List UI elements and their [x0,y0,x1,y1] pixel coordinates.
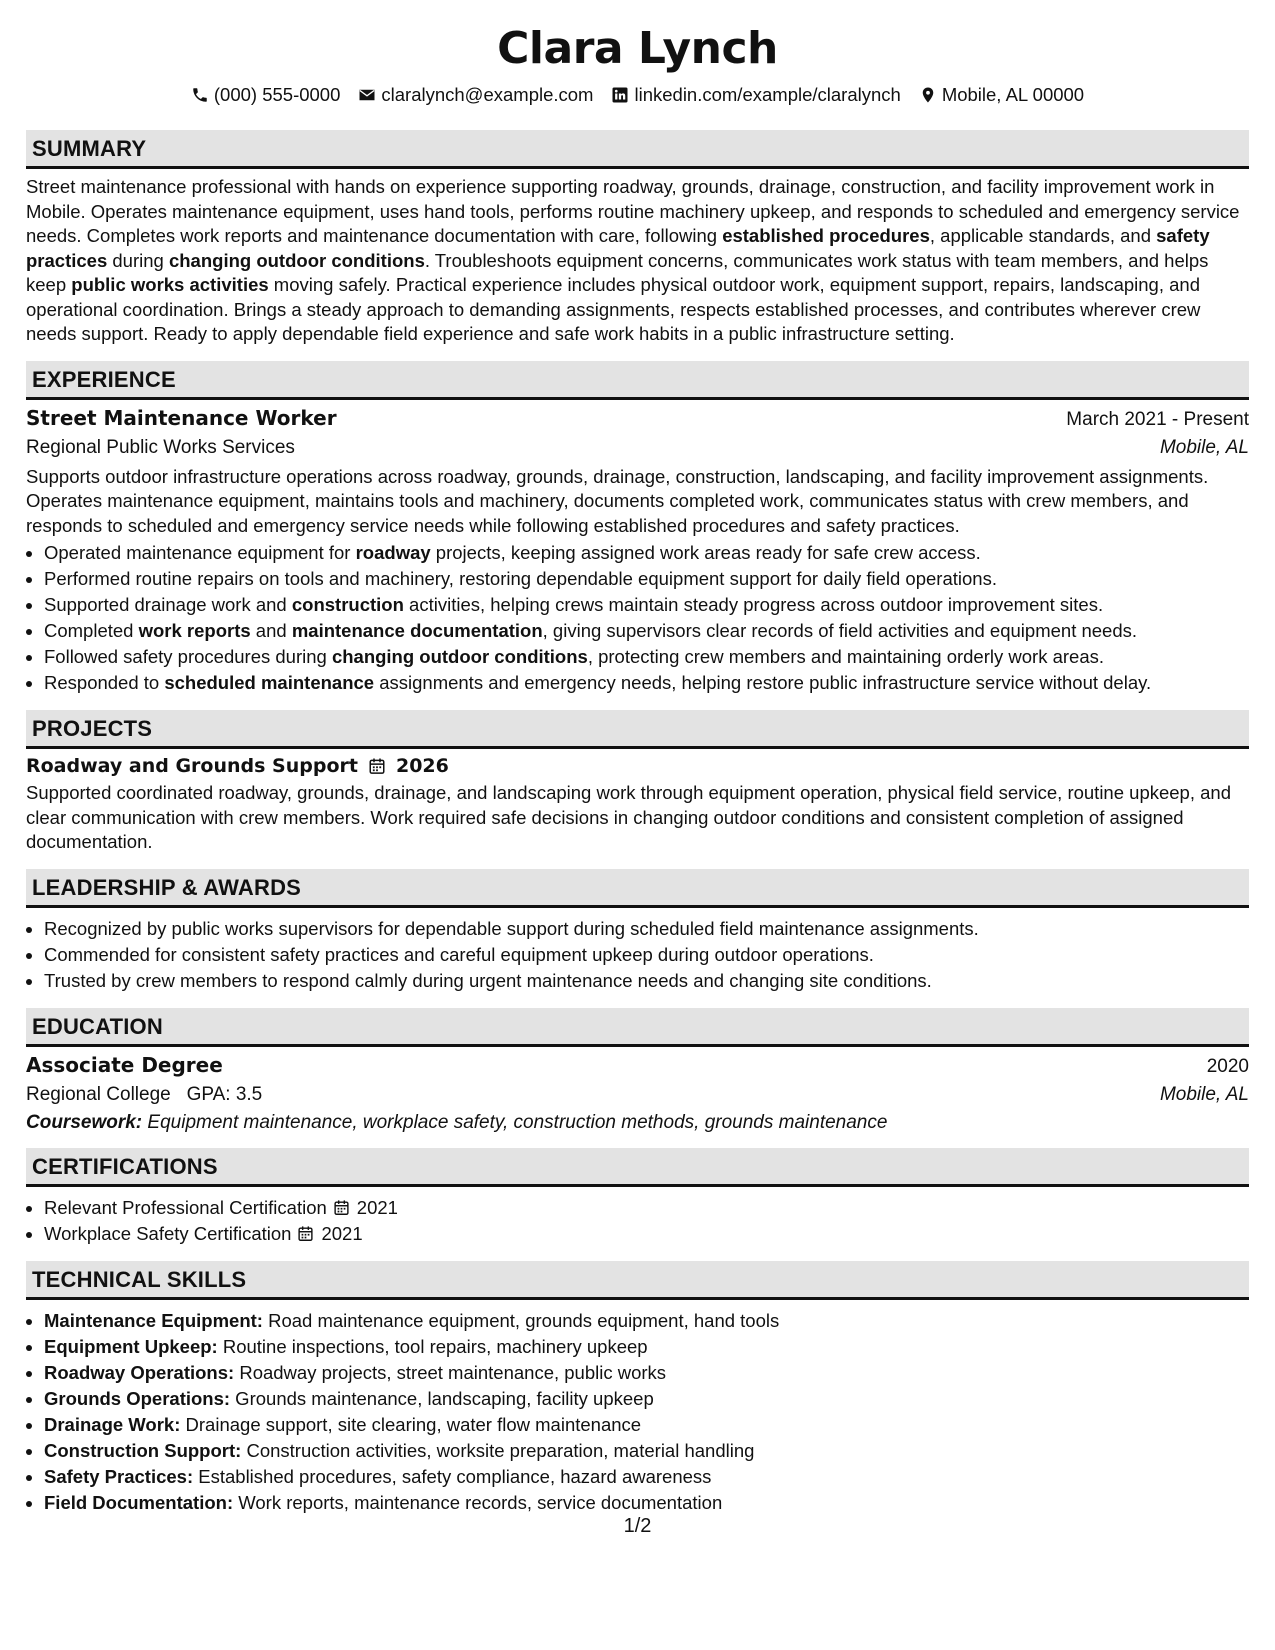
skill-label: Drainage Work: [44,1413,181,1435]
skill-value: Work reports, maintenance records, service documentation [233,1491,723,1513]
contact-bar [26,84,1249,106]
education-header [26,1053,1249,1078]
contact-phone [191,84,341,106]
list-item [44,670,1249,696]
coursework [26,1112,1249,1134]
resume-page [26,20,1249,1516]
contact-location [919,84,1084,106]
school-location: Mobile, AL [1159,1083,1249,1105]
envelope-icon [358,86,376,104]
linkedin-text[interactable]: linkedin.com/example/claralynch [634,84,901,105]
certifications-list [26,1195,1249,1247]
candidate-name: Clara Lynch [497,23,778,74]
summary-emphasis: safety practices [26,225,1210,271]
section-heading-skills: TECHNICAL SKILLS [26,1261,1249,1300]
section-heading-certifications: CERTIFICATIONS [26,1148,1249,1187]
bullet-text: activities, helping crews maintain steady progress across outdoor improvement sites. [403,594,1104,615]
project-header [26,755,1249,777]
section-heading-leadership: LEADERSHIP & AWARDS [26,869,1249,908]
job-header [26,406,1249,431]
certifications-section [26,1148,1249,1247]
job-subheader [26,437,1249,459]
school-info [26,1084,262,1106]
calendar-icon [297,1225,315,1243]
company-name: Regional Public Works Services [26,436,295,458]
calendar-icon [368,757,386,775]
bullet-text: Followed safety procedures during [44,646,332,667]
location-text: Mobile, AL 00000 [941,84,1085,105]
skill-label: Construction Support: [44,1439,242,1461]
list-item: • Commended for consistent safety practices and careful equipment upkeep during outdoor operations. [44,942,1249,968]
summary-section [26,130,1249,347]
bullet-text: Completed [44,620,139,641]
list-item [44,1334,1249,1360]
bullet-emphasis: maintenance documentation [291,620,543,641]
cert-name: • Workplace Safety Certification [44,1222,292,1244]
graduation-year: 2020 [1206,1055,1249,1077]
skills-section [26,1261,1249,1516]
skill-value: Construction activities, worksite preparation, material handling [241,1439,755,1461]
school-name: Regional College [26,1083,171,1105]
skill-label: Grounds Operations: [44,1387,231,1409]
skill-label: Equipment Upkeep: [44,1335,218,1357]
bullet-text: Operated maintenance equipment for [44,542,356,563]
bullet-emphasis: work reports [138,620,251,641]
skill-label: Field Documentation: [44,1491,234,1513]
map-pin-icon [919,86,937,104]
education-subheader [26,1084,1249,1106]
bullet-text: , giving supervisors clear records of field activities and equipment needs. [542,620,1138,641]
list-item [44,1360,1249,1386]
bullet-text: Performed routine repairs on tools and machinery, restoring dependable equipment support for daily field operations. [44,568,997,589]
summary-emphasis: public works activities [71,274,269,295]
job-bullets [26,540,1249,696]
leadership-list [26,916,1249,994]
skills-list [26,1308,1249,1516]
education-section [26,1008,1249,1134]
project-title: Roadway and Grounds Support [26,755,358,777]
cert-year: 2021 [356,1196,398,1218]
bullet-emphasis: scheduled maintenance [164,672,375,693]
section-heading-summary: SUMMARY [26,130,1249,169]
bullet-text: projects, keeping assigned work areas ready for safe crew access. [430,542,981,563]
summary-part: , applicable standards, and [929,225,1157,246]
list-item [44,644,1249,670]
summary-part: Street maintenance professional with hands on experience supporting roadway, grounds, drainage, construction, and facility improvement work in Mobile. Operates maintenance equipment, uses hand tools, performs routine machinery upkeep, and responds to scheduled and emergency service needs. Completes work reports and maintenance documentation with care, following [26,176,1240,246]
list-item [44,618,1249,644]
summary-emphasis: established procedures [722,225,930,246]
skill-label: Maintenance Equipment: [44,1309,263,1331]
project-description: Supported coordinated roadway, grounds, drainage, and landscaping work through equipment operation, physical field service, routine upkeep, and clear communication with crew members. Work required safe decisions in changing outdoor conditions and consistent completion of assigned documentation. [26,782,1231,852]
skill-value: Grounds maintenance, landscaping, facility upkeep [230,1387,654,1409]
skill-value: Drainage support, site clearing, water flow maintenance [180,1413,642,1435]
phone-icon [191,86,209,104]
list-item [44,1464,1249,1490]
skill-label: Safety Practices: [44,1465,194,1487]
list-item [44,592,1249,618]
calendar-icon [333,1199,351,1217]
cert-name: • Relevant Professional Certification [44,1196,327,1218]
list-item: • Recognized by public works supervisors for dependable support during scheduled field maintenance assignments. [44,916,1249,942]
skill-value: Roadway projects, street maintenance, public works [234,1361,667,1383]
job-location: Mobile, AL [1159,436,1249,458]
degree-name: Associate Degree [26,1052,223,1077]
bullet-text: , protecting crew members and maintaining orderly work areas. [587,646,1104,667]
email-text[interactable]: claralynch@example.com [381,84,594,105]
skill-value: Road maintenance equipment, grounds equipment, hand tools [262,1309,780,1331]
list-item [44,1490,1249,1516]
coursework-label: Coursework: [26,1111,143,1133]
job-title: Street Maintenance Worker [26,405,337,430]
summary-part: during [107,249,169,271]
bullet-text: assignments and emergency needs, helping restore public infrastructure service without delay. [374,672,1152,693]
bullet-text: Supported drainage work and [44,594,292,615]
list-item [44,1221,1249,1247]
bullet-emphasis: changing outdoor conditions [331,646,588,667]
section-heading-education: EDUCATION [26,1008,1249,1047]
list-item [44,1412,1249,1438]
summary-emphasis: changing outdoor conditions [168,249,425,271]
list-item [44,1438,1249,1464]
project-year: 2026 [395,755,449,777]
bullet-emphasis: roadway [355,542,431,563]
section-heading-experience: EXPERIENCE [26,361,1249,400]
leadership-section [26,869,1249,994]
list-item [44,1308,1249,1334]
section-heading-projects: PROJECTS [26,710,1249,749]
job-description: Supports outdoor infrastructure operations across roadway, grounds, drainage, construction, landscaping, and facility improvement assignments. Operates maintenance equipment, maintains tools and machinery, documents completed work, communicates status with crew members, and responds to scheduled and emergency service needs while following established procedures and safety practices. [26,465,1209,536]
cert-year: 2021 [321,1222,363,1244]
linkedin-icon [611,86,629,104]
skill-label: Roadway Operations: [44,1361,235,1383]
list-item [44,1386,1249,1412]
skill-value: Established procedures, safety compliance, hazard awareness [193,1465,712,1487]
experience-section [26,361,1249,697]
projects-section [26,710,1249,855]
list-item: • Trusted by crew members to respond calmly during urgent maintenance needs and changing site conditions. [44,968,1249,994]
bullet-text: and [250,620,292,641]
phone-text: (000) 555-0000 [213,84,341,105]
bullet-emphasis: construction [291,594,404,615]
coursework-text: Equipment maintenance, workplace safety, construction methods, grounds maintenance [147,1111,888,1133]
skill-value: Routine inspections, tool repairs, machinery upkeep [217,1335,648,1357]
page-number: 1/2 [623,1515,652,1537]
summary-text [26,175,1249,347]
contact-email[interactable] [358,84,593,106]
summary-part: moving safely. Practical experience includes physical outdoor work, equipment support, repairs, landscaping, and operational coordination. Brings a steady approach to demanding assignments, respects established processes, and contributes wherever crew needs support. Ready to apply dependable field experience and safe work habits in a public infrastructure setting. [26,274,1201,344]
summary-part: . Troubleshoots equipment concerns, communicates work status with team members, and helps keep [26,249,1209,295]
contact-linkedin[interactable] [611,84,900,106]
job-dates: March 2021 - Present [1066,408,1249,430]
list-item [44,1195,1249,1221]
list-item [44,540,1249,566]
gpa: GPA: 3.5 [186,1083,263,1105]
bullet-text: Responded to [44,672,165,693]
list-item [44,566,1249,592]
